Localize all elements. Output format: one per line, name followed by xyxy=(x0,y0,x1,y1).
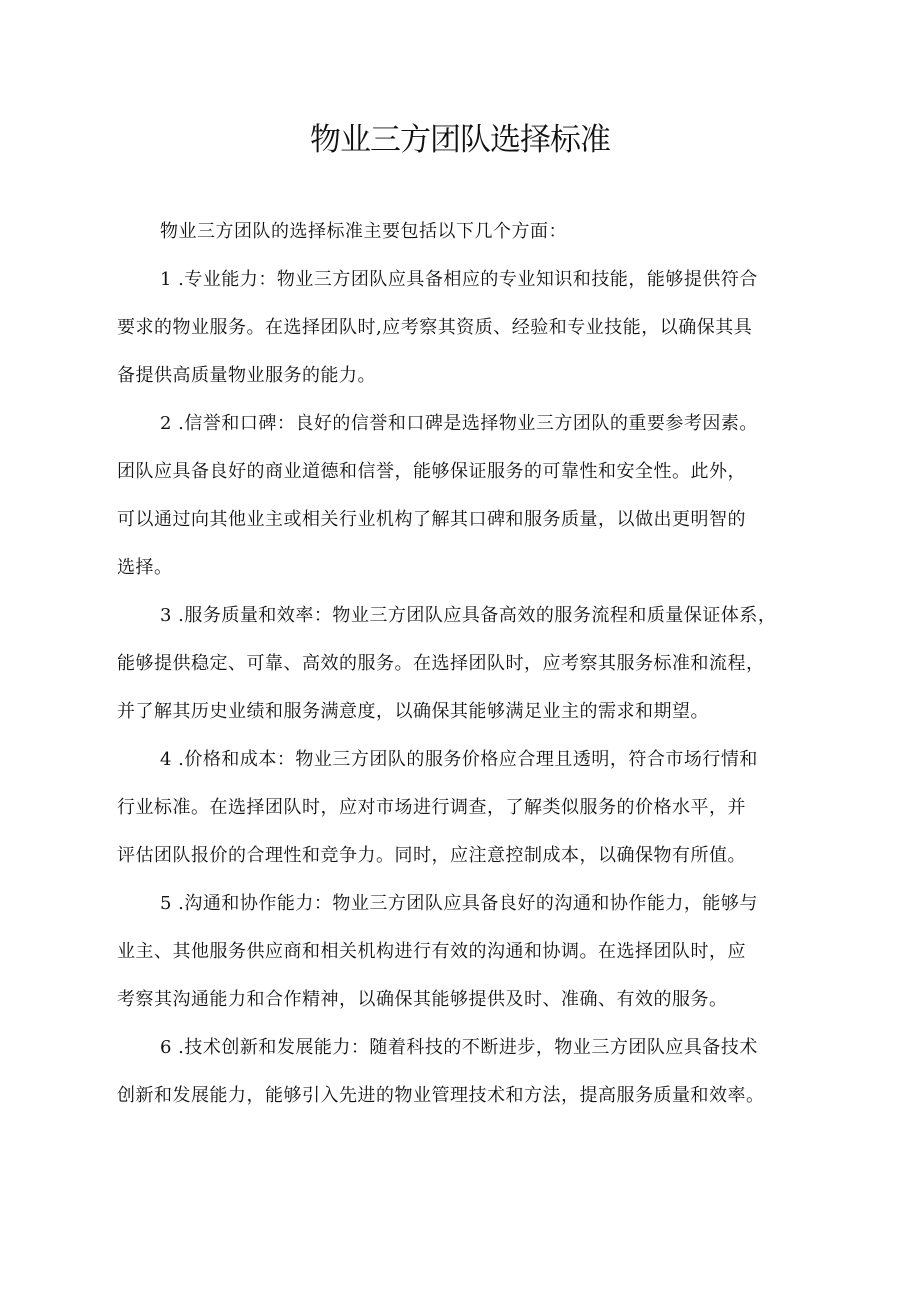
criterion-1-line-3: 备提供高质量物业服务的能力。 xyxy=(117,365,376,386)
criterion-4-line-1: 4 .价格和成本：物业三方团队的服务价格应合理且透明，符合市场行情和 xyxy=(160,749,758,770)
document-body xyxy=(117,208,817,1120)
criterion-5 xyxy=(117,880,817,1024)
criterion-5-line-1: 5 .沟通和协作能力：物业三方团队应具备良好的沟通和协作能力，能够与 xyxy=(160,893,758,914)
intro-paragraph: 物业三方团队的选择标准主要包括以下几个方面： xyxy=(160,221,567,242)
criterion-6-line-1: 6 .技术创新和发展能力：随着科技的不断进步，物业三方团队应具备技术 xyxy=(160,1037,758,1058)
criterion-1-line-1: 1 .专业能力：物业三方团队应具备相应的专业知识和技能，能够提供符合 xyxy=(160,269,758,290)
criterion-5-line-3: 考察其沟通能力和合作精神，以确保其能够提供及时、准确、有效的服务。 xyxy=(117,989,728,1010)
criterion-4-line-3: 评估团队报价的合理性和竞争力。同时，应注意控制成本，以确保物有所值。 xyxy=(117,845,746,866)
criterion-1-line-2: 要求的物业服务。在选择团队时,应考察其资质、经验和专业技能，以确保其具 xyxy=(117,317,753,338)
criterion-3-line-1: 3 .服务质量和效率：物业三方团队应具备高效的服务流程和质量保证体系， xyxy=(160,605,777,626)
criterion-2-line-2: 团队应具备良好的商业道德和信誉，能够保证服务的可靠性和安全性。此外， xyxy=(117,461,746,482)
criterion-6 xyxy=(117,1024,817,1120)
page-title: 物业三方团队选择标准 xyxy=(310,122,610,158)
criterion-2-line-4: 选择。 xyxy=(117,557,173,578)
criterion-4 xyxy=(117,736,817,880)
criterion-3 xyxy=(117,592,817,736)
criterion-2-line-3: 可以通过向其他业主或相关行业机构了解其口碑和服务质量，以做出更明智的 xyxy=(117,509,746,530)
criterion-1 xyxy=(117,256,817,400)
criterion-2 xyxy=(117,400,817,592)
criterion-3-line-3: 并了解其历史业绩和服务满意度，以确保其能够满足业主的需求和期望。 xyxy=(117,701,709,722)
criterion-3-line-2: 能够提供稳定、可靠、高效的服务。在选择团队时，应考察其服务标准和流程， xyxy=(117,653,765,674)
criterion-2-line-1: 2 .信誉和口碑：良好的信誉和口碑是选择物业三方团队的重要参考因素。 xyxy=(160,413,758,434)
criterion-6-line-2: 创新和发展能力，能够引入先进的物业管理技术和方法，提高服务质量和效率。 xyxy=(117,1085,765,1106)
criterion-5-line-2: 业主、其他服务供应商和相关机构进行有效的沟通和协调。在选择团队时，应 xyxy=(117,941,746,962)
criterion-4-line-2: 行业标准。在选择团队时，应对市场进行调查，了解类似服务的价格水平，并 xyxy=(117,797,746,818)
